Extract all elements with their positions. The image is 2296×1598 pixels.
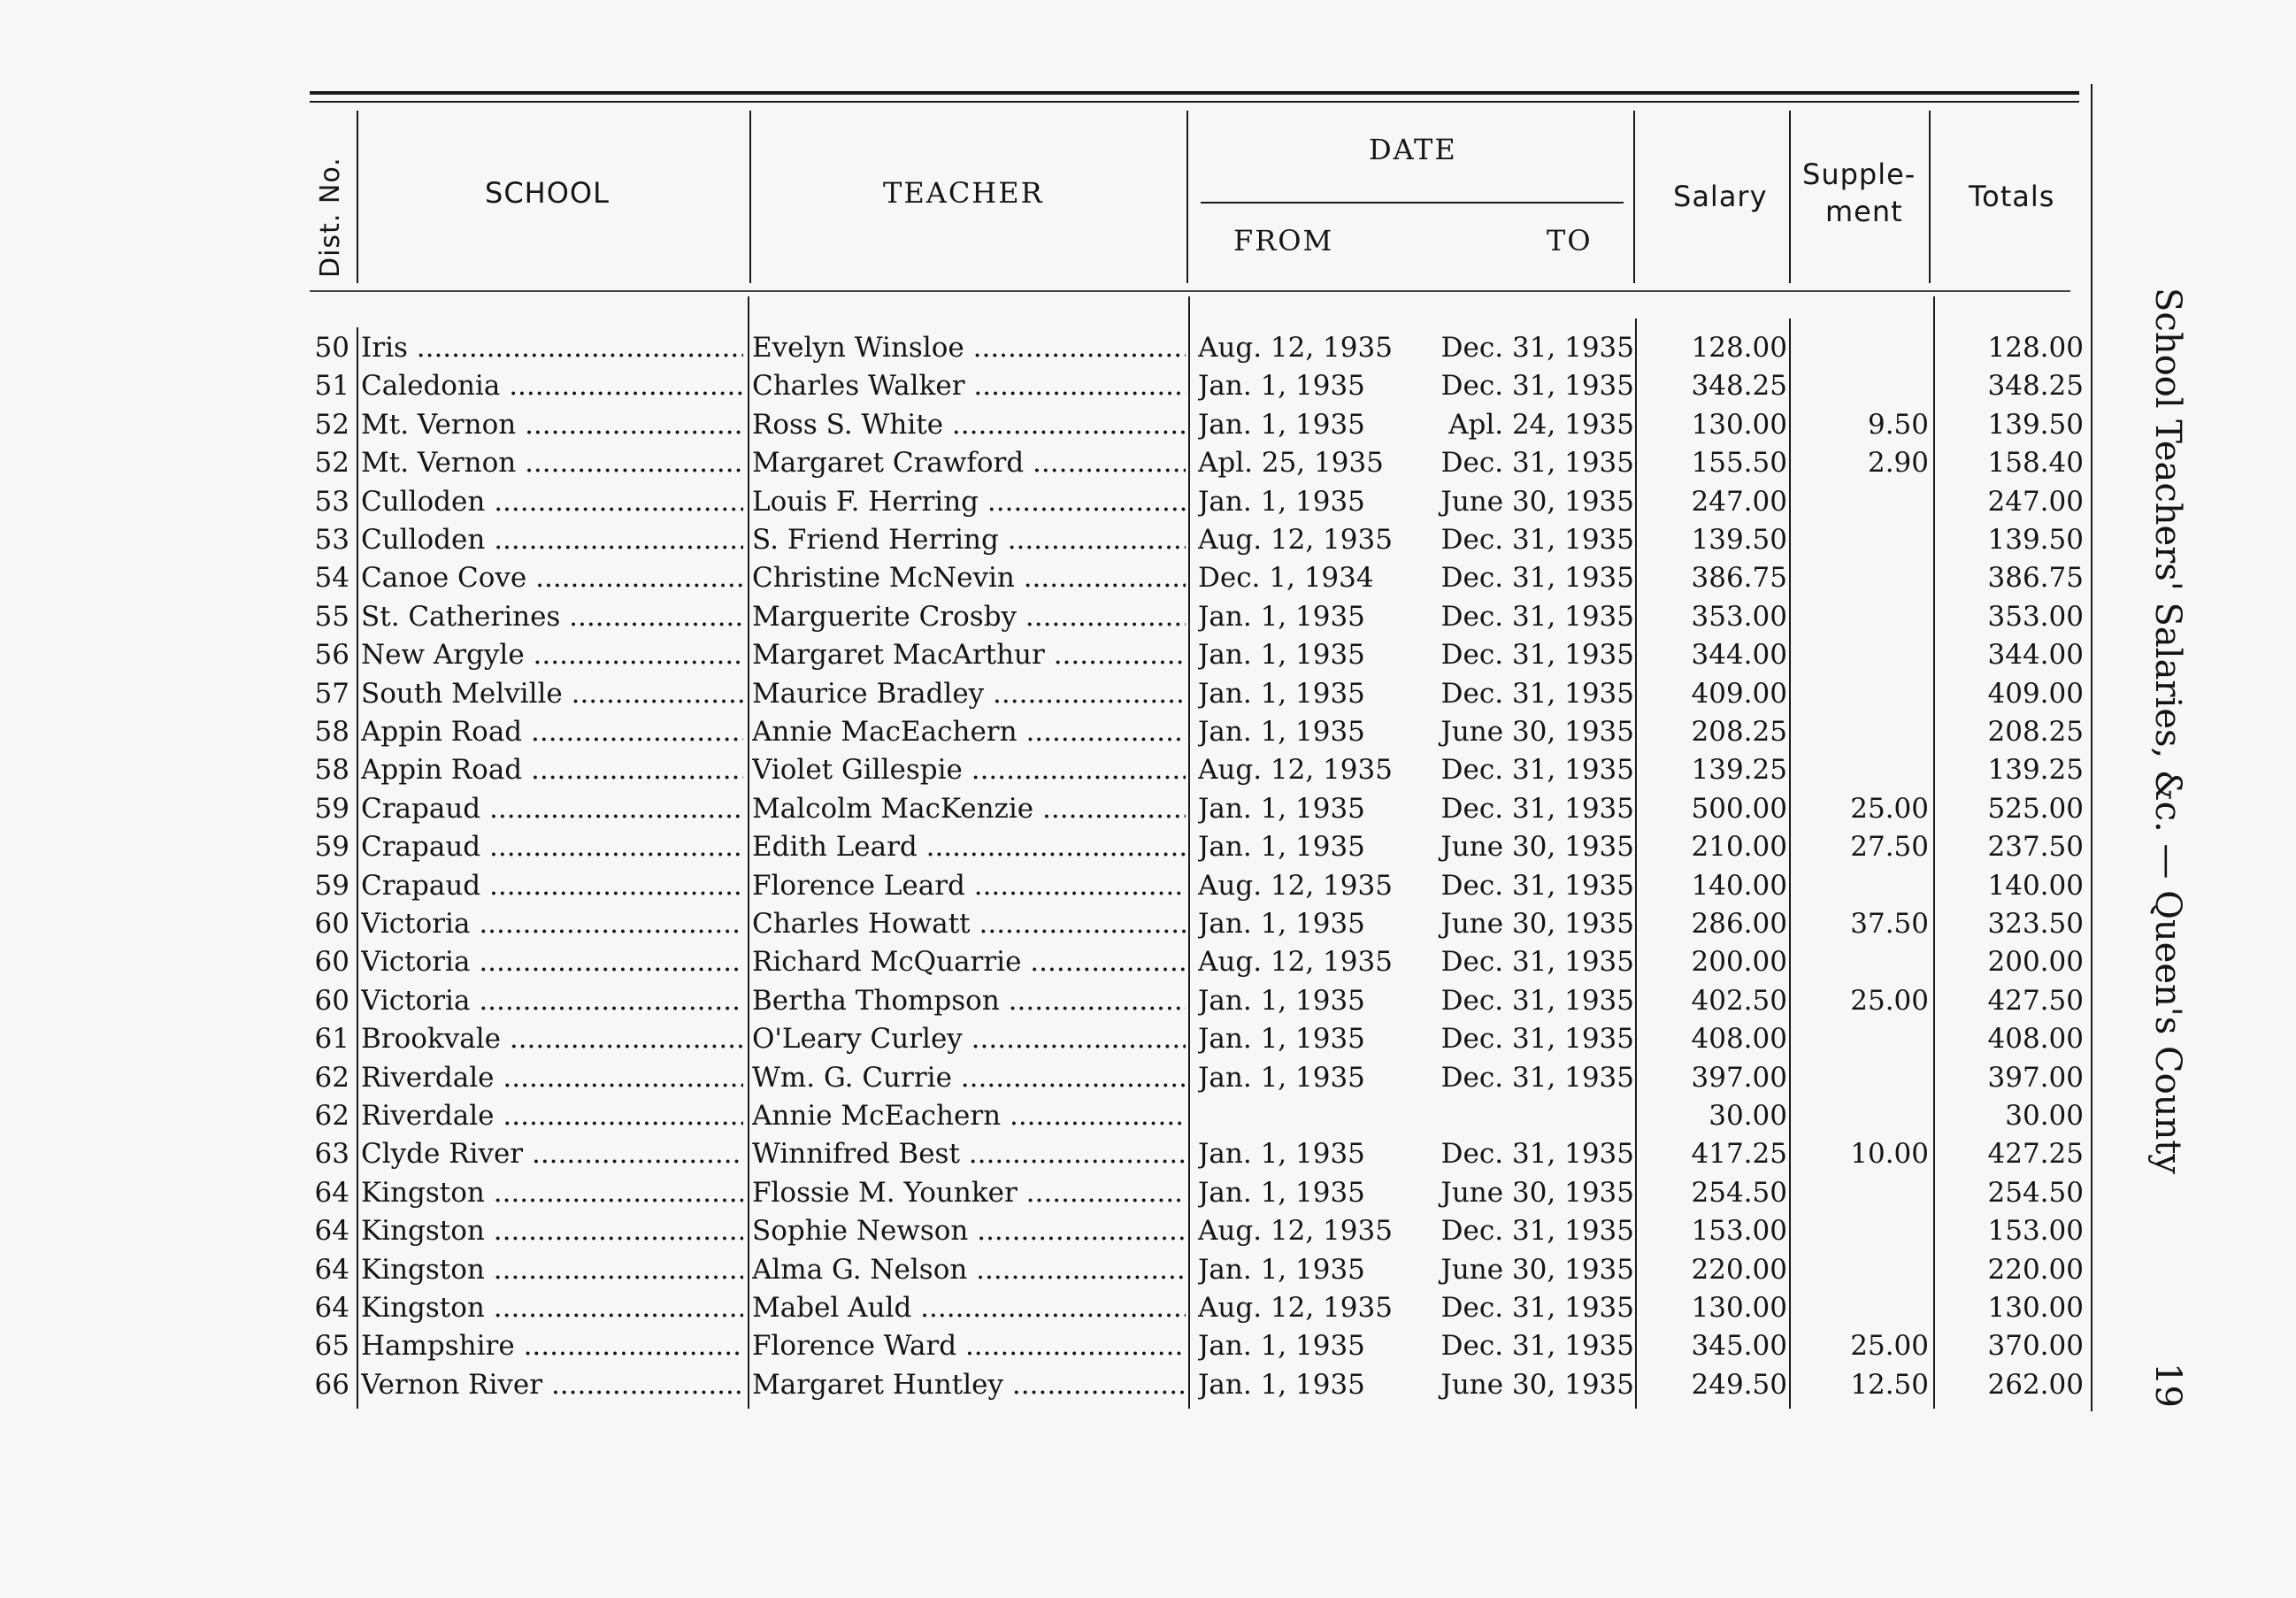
teacher-cell: Flossie M. Younker ..... (752, 1174, 1186, 1212)
to-date-cell: Dec. 31, 1935 (1440, 1330, 1634, 1362)
school-cell: Kingston ..... (361, 1251, 743, 1289)
to-date-cell: Dec. 31, 1935 (1440, 639, 1634, 671)
table-row (0, 713, 2123, 751)
to-date-cell: Apl. 24, 1935 (1448, 409, 1634, 441)
school-cell: Victoria ..... (361, 905, 743, 943)
salary-cell: 345.00 (1691, 1330, 1787, 1362)
total-cell: 348.25 (1987, 370, 2084, 402)
from-date-cell: Aug. 12, 1935 (1198, 754, 1393, 786)
teacher-cell: Florence Ward ..... (752, 1327, 1186, 1365)
dist-no-cell: 52 (314, 409, 349, 441)
to-date-cell: Dec. 31, 1935 (1440, 562, 1634, 594)
total-cell: 353.00 (1987, 601, 2084, 633)
salary-cell: 286.00 (1691, 908, 1787, 940)
salary-header: Salary (1673, 180, 1768, 213)
top-rule-thin (310, 101, 2079, 103)
supplement-header-line1: Supple- (1802, 157, 1916, 191)
table-row (0, 559, 2123, 597)
from-date-cell: Jan. 1, 1935 (1198, 1062, 1365, 1094)
running-title: School Teachers' Salaries, &c. — Queen's County (2147, 288, 2188, 1174)
school-cell: Kingston ..... (361, 1289, 743, 1327)
dist-no-cell: 54 (314, 562, 349, 594)
school-cell: Appin Road ..... (361, 713, 743, 751)
table-row (0, 1135, 2123, 1173)
total-cell: 158.40 (1987, 447, 2084, 479)
table-row (0, 1020, 2123, 1058)
table-row (0, 1059, 2123, 1097)
teacher-cell: Margaret Huntley ..... (752, 1366, 1186, 1404)
total-cell: 140.00 (1987, 870, 2084, 902)
school-cell: Culloden ..... (361, 521, 743, 559)
from-date-cell: Jan. 1, 1935 (1198, 908, 1365, 940)
total-cell: 427.50 (1987, 985, 2084, 1017)
dist-no-cell: 50 (314, 332, 349, 364)
dist-no-cell: 51 (314, 370, 349, 402)
school-cell: Crapaud ..... (361, 790, 743, 828)
from-date-cell: Jan. 1, 1935 (1198, 409, 1365, 441)
supplement-cell: 37.50 (1850, 908, 1929, 940)
total-cell: 208.25 (1987, 716, 2084, 748)
totals-header: Totals (1969, 180, 2055, 213)
page-number: 19 (2147, 1363, 2188, 1408)
from-date-cell: Jan. 1, 1935 (1198, 678, 1365, 710)
to-date-cell: Dec. 31, 1935 (1440, 601, 1634, 633)
from-date-cell: Aug. 12, 1935 (1198, 870, 1393, 902)
table-row (0, 1289, 2123, 1327)
from-date-cell: Jan. 1, 1935 (1198, 1138, 1365, 1170)
total-cell: 130.00 (1987, 1292, 2084, 1324)
to-date-cell: Dec. 31, 1935 (1440, 870, 1634, 902)
to-date-cell: June 30, 1935 (1440, 908, 1634, 940)
salary-cell: 417.25 (1691, 1138, 1787, 1170)
teacher-cell: Christine McNevin ..... (752, 559, 1186, 597)
dist-no-cell: 58 (314, 754, 349, 786)
to-header: TO (1547, 224, 1593, 257)
from-date-cell: Jan. 1, 1935 (1198, 370, 1365, 402)
teacher-cell: Wm. G. Currie ..... (752, 1059, 1186, 1097)
header-divider (749, 111, 751, 283)
table-row (0, 828, 2123, 866)
teacher-cell: Winnifred Best ..... (752, 1135, 1186, 1173)
teacher-cell: Annie MacEachern ..... (752, 713, 1186, 751)
header-divider (1633, 111, 1635, 283)
to-date-cell: June 30, 1935 (1440, 716, 1634, 748)
teacher-cell: Margaret Crawford ..... (752, 444, 1186, 482)
teacher-cell: Edith Leard ..... (752, 828, 1186, 866)
dist-no-cell: 60 (314, 946, 349, 978)
salary-cell: 254.50 (1691, 1177, 1787, 1209)
to-date-cell: Dec. 31, 1935 (1440, 754, 1634, 786)
total-cell: 409.00 (1987, 678, 2084, 710)
school-cell: Crapaud ..... (361, 828, 743, 866)
table-row (0, 444, 2123, 482)
school-cell: Brookvale ..... (361, 1020, 743, 1058)
from-date-cell: Jan. 1, 1935 (1198, 716, 1365, 748)
teacher-cell: Malcolm MacKenzie ..... (752, 790, 1186, 828)
dist-no-cell: 56 (314, 639, 349, 671)
dist-no-header: Dist. No. (315, 157, 346, 278)
table-row (0, 867, 2123, 905)
total-cell: 128.00 (1987, 332, 2084, 364)
from-date-cell: Jan. 1, 1935 (1198, 601, 1365, 633)
teacher-cell: Florence Leard ..... (752, 867, 1186, 905)
teacher-cell: Mabel Auld ..... (752, 1289, 1186, 1327)
salary-cell: 408.00 (1691, 1023, 1787, 1055)
to-date-cell: Dec. 31, 1935 (1440, 524, 1634, 556)
teacher-cell: Maurice Bradley ..... (752, 675, 1186, 713)
salary-cell: 130.00 (1691, 409, 1787, 441)
dist-no-cell: 62 (314, 1100, 349, 1132)
total-cell: 427.25 (1987, 1138, 2084, 1170)
to-date-cell: Dec. 31, 1935 (1440, 985, 1634, 1017)
school-cell: Kingston ..... (361, 1174, 743, 1212)
school-cell: St. Catherines ..... (361, 598, 743, 636)
salary-cell: 344.00 (1691, 639, 1787, 671)
to-date-cell: Dec. 31, 1935 (1440, 1215, 1634, 1247)
from-date-cell: Jan. 1, 1935 (1198, 1254, 1365, 1286)
table-row (0, 1174, 2123, 1212)
header-divider (1186, 111, 1188, 283)
table-row (0, 905, 2123, 943)
table-row (0, 636, 2123, 674)
total-cell: 525.00 (1987, 793, 2084, 825)
header-bottom-rule (310, 290, 2070, 292)
dist-no-cell: 52 (314, 447, 349, 479)
to-date-cell: Dec. 31, 1935 (1440, 946, 1634, 978)
total-cell: 237.50 (1987, 831, 2084, 863)
teacher-cell: Charles Howatt ..... (752, 905, 1186, 943)
dist-no-cell: 60 (314, 908, 349, 940)
salary-cell: 386.75 (1691, 562, 1787, 594)
teacher-cell: Alma G. Nelson ..... (752, 1251, 1186, 1289)
total-cell: 200.00 (1987, 946, 2084, 978)
from-date-cell: Jan. 1, 1935 (1198, 639, 1365, 671)
dist-no-cell: 53 (314, 524, 349, 556)
school-cell: Mt. Vernon ..... (361, 444, 743, 482)
teacher-cell: Charles Walker ..... (752, 367, 1186, 405)
total-cell: 408.00 (1987, 1023, 2084, 1055)
table-row (0, 1212, 2123, 1250)
teacher-cell: O'Leary Curley ..... (752, 1020, 1186, 1058)
to-date-cell: Dec. 31, 1935 (1440, 332, 1634, 364)
table-row (0, 790, 2123, 828)
teacher-cell: Louis F. Herring ..... (752, 483, 1186, 521)
school-cell: South Melville ..... (361, 675, 743, 713)
teacher-cell: Richard McQuarrie ..... (752, 943, 1186, 981)
school-cell: Clyde River ..... (361, 1135, 743, 1173)
from-date-cell: Aug. 12, 1935 (1198, 1292, 1393, 1324)
supplement-cell: 10.00 (1850, 1138, 1929, 1170)
from-date-cell: Jan. 1, 1935 (1198, 1330, 1365, 1362)
salary-cell: 130.00 (1691, 1292, 1787, 1324)
table-row (0, 1097, 2123, 1135)
from-date-cell: Jan. 1, 1935 (1198, 1369, 1365, 1401)
to-date-cell: Dec. 31, 1935 (1440, 1292, 1634, 1324)
salary-cell: 397.00 (1691, 1062, 1787, 1094)
total-cell: 247.00 (1987, 486, 2084, 518)
teacher-cell: Sophie Newson ..... (752, 1212, 1186, 1250)
teacher-cell: Ross S. White ..... (752, 406, 1186, 444)
header-divider (357, 111, 358, 283)
table-row (0, 367, 2123, 405)
school-cell: Crapaud ..... (361, 867, 743, 905)
header-divider (1929, 111, 1931, 283)
salary-cell: 200.00 (1691, 946, 1787, 978)
total-cell: 386.75 (1987, 562, 2084, 594)
school-cell: Iris ..... (361, 329, 743, 367)
school-cell: Riverdale ..... (361, 1097, 743, 1135)
to-date-cell: June 30, 1935 (1440, 1254, 1634, 1286)
salary-cell: 402.50 (1691, 985, 1787, 1017)
school-cell: Culloden ..... (361, 483, 743, 521)
supplement-cell: 2.90 (1867, 447, 1929, 479)
from-date-cell: Aug. 12, 1935 (1198, 1215, 1393, 1247)
total-cell: 370.00 (1987, 1330, 2084, 1362)
dist-no-cell: 57 (314, 678, 349, 710)
teacher-cell: Annie McEachern ..... (752, 1097, 1186, 1135)
dist-no-cell: 58 (314, 716, 349, 748)
dist-no-cell: 66 (314, 1369, 349, 1401)
from-date-cell: Aug. 12, 1935 (1198, 524, 1393, 556)
teacher-cell: S. Friend Herring ..... (752, 521, 1186, 559)
supplement-cell: 27.50 (1850, 831, 1929, 863)
school-cell: Mt. Vernon ..... (361, 406, 743, 444)
to-date-cell: June 30, 1935 (1440, 831, 1634, 863)
supplement-cell: 12.50 (1850, 1369, 1929, 1401)
to-date-cell: Dec. 31, 1935 (1440, 793, 1634, 825)
total-cell: 139.50 (1987, 524, 2084, 556)
salary-cell: 409.00 (1691, 678, 1787, 710)
to-date-cell: Dec. 31, 1935 (1440, 1138, 1634, 1170)
table-row (0, 1327, 2123, 1365)
from-date-cell: Jan. 1, 1935 (1198, 1023, 1365, 1055)
from-header: FROM (1233, 224, 1334, 257)
to-date-cell: Dec. 31, 1935 (1440, 1023, 1634, 1055)
dist-no-cell: 64 (314, 1254, 349, 1286)
to-date-cell: June 30, 1935 (1440, 1369, 1634, 1401)
total-cell: 254.50 (1987, 1177, 2084, 1209)
salary-cell: 140.00 (1691, 870, 1787, 902)
table-row (0, 406, 2123, 444)
date-header: DATE (1369, 133, 1457, 166)
school-header: SCHOOL (485, 176, 610, 210)
salary-cell: 139.25 (1691, 754, 1787, 786)
table-row (0, 943, 2123, 981)
to-date-cell: June 30, 1935 (1440, 1177, 1634, 1209)
school-cell: Victoria ..... (361, 943, 743, 981)
dist-no-cell: 64 (314, 1177, 349, 1209)
total-cell: 397.00 (1987, 1062, 2084, 1094)
supplement-cell: 25.00 (1850, 793, 1929, 825)
table-row (0, 1251, 2123, 1289)
dist-no-cell: 65 (314, 1330, 349, 1362)
from-date-cell: Jan. 1, 1935 (1198, 486, 1365, 518)
school-cell: Victoria ..... (361, 982, 743, 1020)
total-cell: 139.50 (1987, 409, 2084, 441)
salary-cell: 30.00 (1709, 1100, 1787, 1132)
salary-cell: 247.00 (1691, 486, 1787, 518)
dist-no-cell: 59 (314, 793, 349, 825)
salary-cell: 500.00 (1691, 793, 1787, 825)
table-row (0, 982, 2123, 1020)
to-date-cell: Dec. 31, 1935 (1440, 447, 1634, 479)
dist-no-cell: 63 (314, 1138, 349, 1170)
school-cell: Vernon River ..... (361, 1366, 743, 1404)
dist-no-cell: 60 (314, 985, 349, 1017)
from-date-cell: Jan. 1, 1935 (1198, 793, 1365, 825)
teacher-cell: Evelyn Winsloe ..... (752, 329, 1186, 367)
total-cell: 30.00 (2005, 1100, 2084, 1132)
table-row (0, 329, 2123, 367)
dist-no-cell: 53 (314, 486, 349, 518)
school-cell: Riverdale ..... (361, 1059, 743, 1097)
to-date-cell: June 30, 1935 (1440, 486, 1634, 518)
total-cell: 139.25 (1987, 754, 2084, 786)
supplement-cell: 25.00 (1850, 985, 1929, 1017)
header-divider (1789, 111, 1791, 283)
school-cell: Hampshire ..... (361, 1327, 743, 1365)
table-row (0, 675, 2123, 713)
salary-cell: 208.25 (1691, 716, 1787, 748)
from-date-cell: Aug. 12, 1935 (1198, 332, 1393, 364)
salary-cell: 348.25 (1691, 370, 1787, 402)
supplement-cell: 25.00 (1850, 1330, 1929, 1362)
salary-cell: 249.50 (1691, 1369, 1787, 1401)
from-date-cell: Apl. 25, 1935 (1198, 447, 1384, 479)
dist-no-cell: 62 (314, 1062, 349, 1094)
teacher-cell: Margaret MacArthur ..... (752, 636, 1186, 674)
to-date-cell: Dec. 31, 1935 (1440, 678, 1634, 710)
salary-cell: 128.00 (1691, 332, 1787, 364)
supplement-cell: 9.50 (1867, 409, 1929, 441)
table-row (0, 521, 2123, 559)
dist-no-cell: 64 (314, 1215, 349, 1247)
teacher-cell: Violet Gillespie ..... (752, 751, 1186, 789)
salary-cell: 220.00 (1691, 1254, 1787, 1286)
school-cell: Canoe Cove ..... (361, 559, 743, 597)
total-cell: 220.00 (1987, 1254, 2084, 1286)
school-cell: Caledonia ..... (361, 367, 743, 405)
table-row (0, 1366, 2123, 1404)
to-date-cell: Dec. 31, 1935 (1440, 370, 1634, 402)
date-subheader-rule (1201, 202, 1624, 204)
total-cell: 344.00 (1987, 639, 2084, 671)
dist-no-cell: 64 (314, 1292, 349, 1324)
school-cell: Appin Road ..... (361, 751, 743, 789)
from-date-cell: Jan. 1, 1935 (1198, 1177, 1365, 1209)
total-cell: 153.00 (1987, 1215, 2084, 1247)
salary-cell: 155.50 (1691, 447, 1787, 479)
school-cell: New Argyle ..... (361, 636, 743, 674)
from-date-cell: Jan. 1, 1935 (1198, 985, 1365, 1017)
salary-cell: 139.50 (1691, 524, 1787, 556)
top-rule (310, 91, 2079, 95)
salary-cell: 353.00 (1691, 601, 1787, 633)
table-row (0, 598, 2123, 636)
salary-cell: 210.00 (1691, 831, 1787, 863)
total-cell: 262.00 (1987, 1369, 2084, 1401)
salary-cell: 153.00 (1691, 1215, 1787, 1247)
teacher-header: TEACHER (883, 176, 1044, 210)
total-cell: 323.50 (1987, 908, 2084, 940)
table-row (0, 483, 2123, 521)
from-date-cell: Jan. 1, 1935 (1198, 831, 1365, 863)
from-date-cell: Dec. 1, 1934 (1198, 562, 1374, 594)
supplement-header-line2: ment (1825, 195, 1903, 228)
dist-no-cell: 61 (314, 1023, 349, 1055)
dist-no-cell: 55 (314, 601, 349, 633)
to-date-cell: Dec. 31, 1935 (1440, 1062, 1634, 1094)
school-cell: Kingston ..... (361, 1212, 743, 1250)
from-date-cell: Aug. 12, 1935 (1198, 946, 1393, 978)
teacher-cell: Bertha Thompson ..... (752, 982, 1186, 1020)
dist-no-cell: 59 (314, 831, 349, 863)
dist-no-cell: 59 (314, 870, 349, 902)
teacher-cell: Marguerite Crosby ..... (752, 598, 1186, 636)
table-row (0, 751, 2123, 789)
